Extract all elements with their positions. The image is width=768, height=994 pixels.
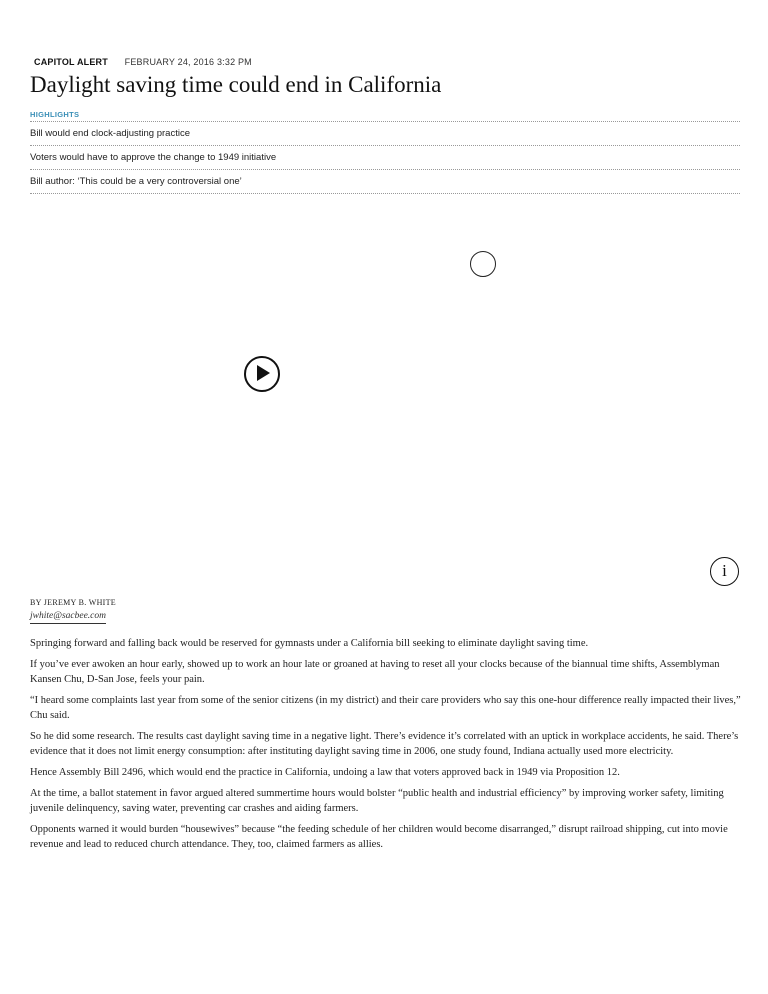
info-button[interactable] bbox=[710, 557, 739, 586]
publish-date: FEBRUARY 24, 2016 3:32 PM bbox=[124, 57, 252, 67]
highlight-item: Bill would end clock-adjusting practice bbox=[30, 122, 740, 146]
article-paragraph: “I heard some complaints last year from some of the senior citizens (in my district) and their care providers who say this one-hour difference really impacted their lives,” Chu said. bbox=[30, 695, 741, 721]
headline: Daylight saving time could end in California bbox=[30, 72, 442, 97]
article-body bbox=[30, 636, 742, 858]
highlight-item: Voters would have to approve the change to 1949 initiative bbox=[30, 146, 740, 170]
section-label[interactable]: CAPITOL ALERT bbox=[34, 57, 108, 67]
video-player[interactable] bbox=[30, 200, 740, 590]
article-meta bbox=[34, 57, 252, 67]
byline-email[interactable]: jwhite@sacbee.com bbox=[30, 611, 106, 624]
article-paragraph: So he did some research. The results cast daylight saving time in a negative light. There’s evidence it’s correlated with an uptick in workplace accidents, he said. There’s evidence that it does not limit energy consumption: after instituting daylight saving time in 2006, one study found, Indiana actually used more electricity. bbox=[30, 731, 739, 757]
article-paragraph: Opponents warned it would burden “housewives” because “the feeding schedule of her children would become disarranged,” disrupt railroad shipping, cut into movie revenue and lead to reduced church attendance. They, too, claimed farmers as allies. bbox=[30, 824, 728, 850]
article-paragraph: If you’ve ever awoken an hour early, showed up to work an hour late or groaned at having to reset all your clocks because of the biannual time shifts, Assemblyman Kansen Chu, D-San Jose, feels your pain. bbox=[30, 659, 720, 685]
highlights-label: HIGHLIGHTS bbox=[30, 110, 740, 122]
article-paragraph: Springing forward and falling back would be reserved for gymnasts under a California bill seeking to eliminate daylight saving time. bbox=[30, 638, 589, 649]
highlights-box bbox=[30, 110, 740, 194]
highlight-item: Bill author: ‘This could be a very controversial one’ bbox=[30, 170, 740, 194]
article-paragraph: At the time, a ballot statement in favor argued altered summertime hours would bolster “public health and industrial efficiency” by improving worker safety, limiting juvenile delinquency, saving water, preventing car crashes and aiding farmers. bbox=[30, 788, 724, 814]
info-icon: i bbox=[722, 561, 727, 580]
byline-author: BY JEREMY B. WHITE bbox=[30, 598, 116, 607]
play-icon bbox=[257, 365, 270, 381]
loading-circle-icon bbox=[470, 251, 496, 277]
play-button[interactable] bbox=[244, 356, 280, 392]
article-paragraph: Hence Assembly Bill 2496, which would end the practice in California, undoing a law that voters approved back in 1949 via Proposition 12. bbox=[30, 767, 620, 778]
